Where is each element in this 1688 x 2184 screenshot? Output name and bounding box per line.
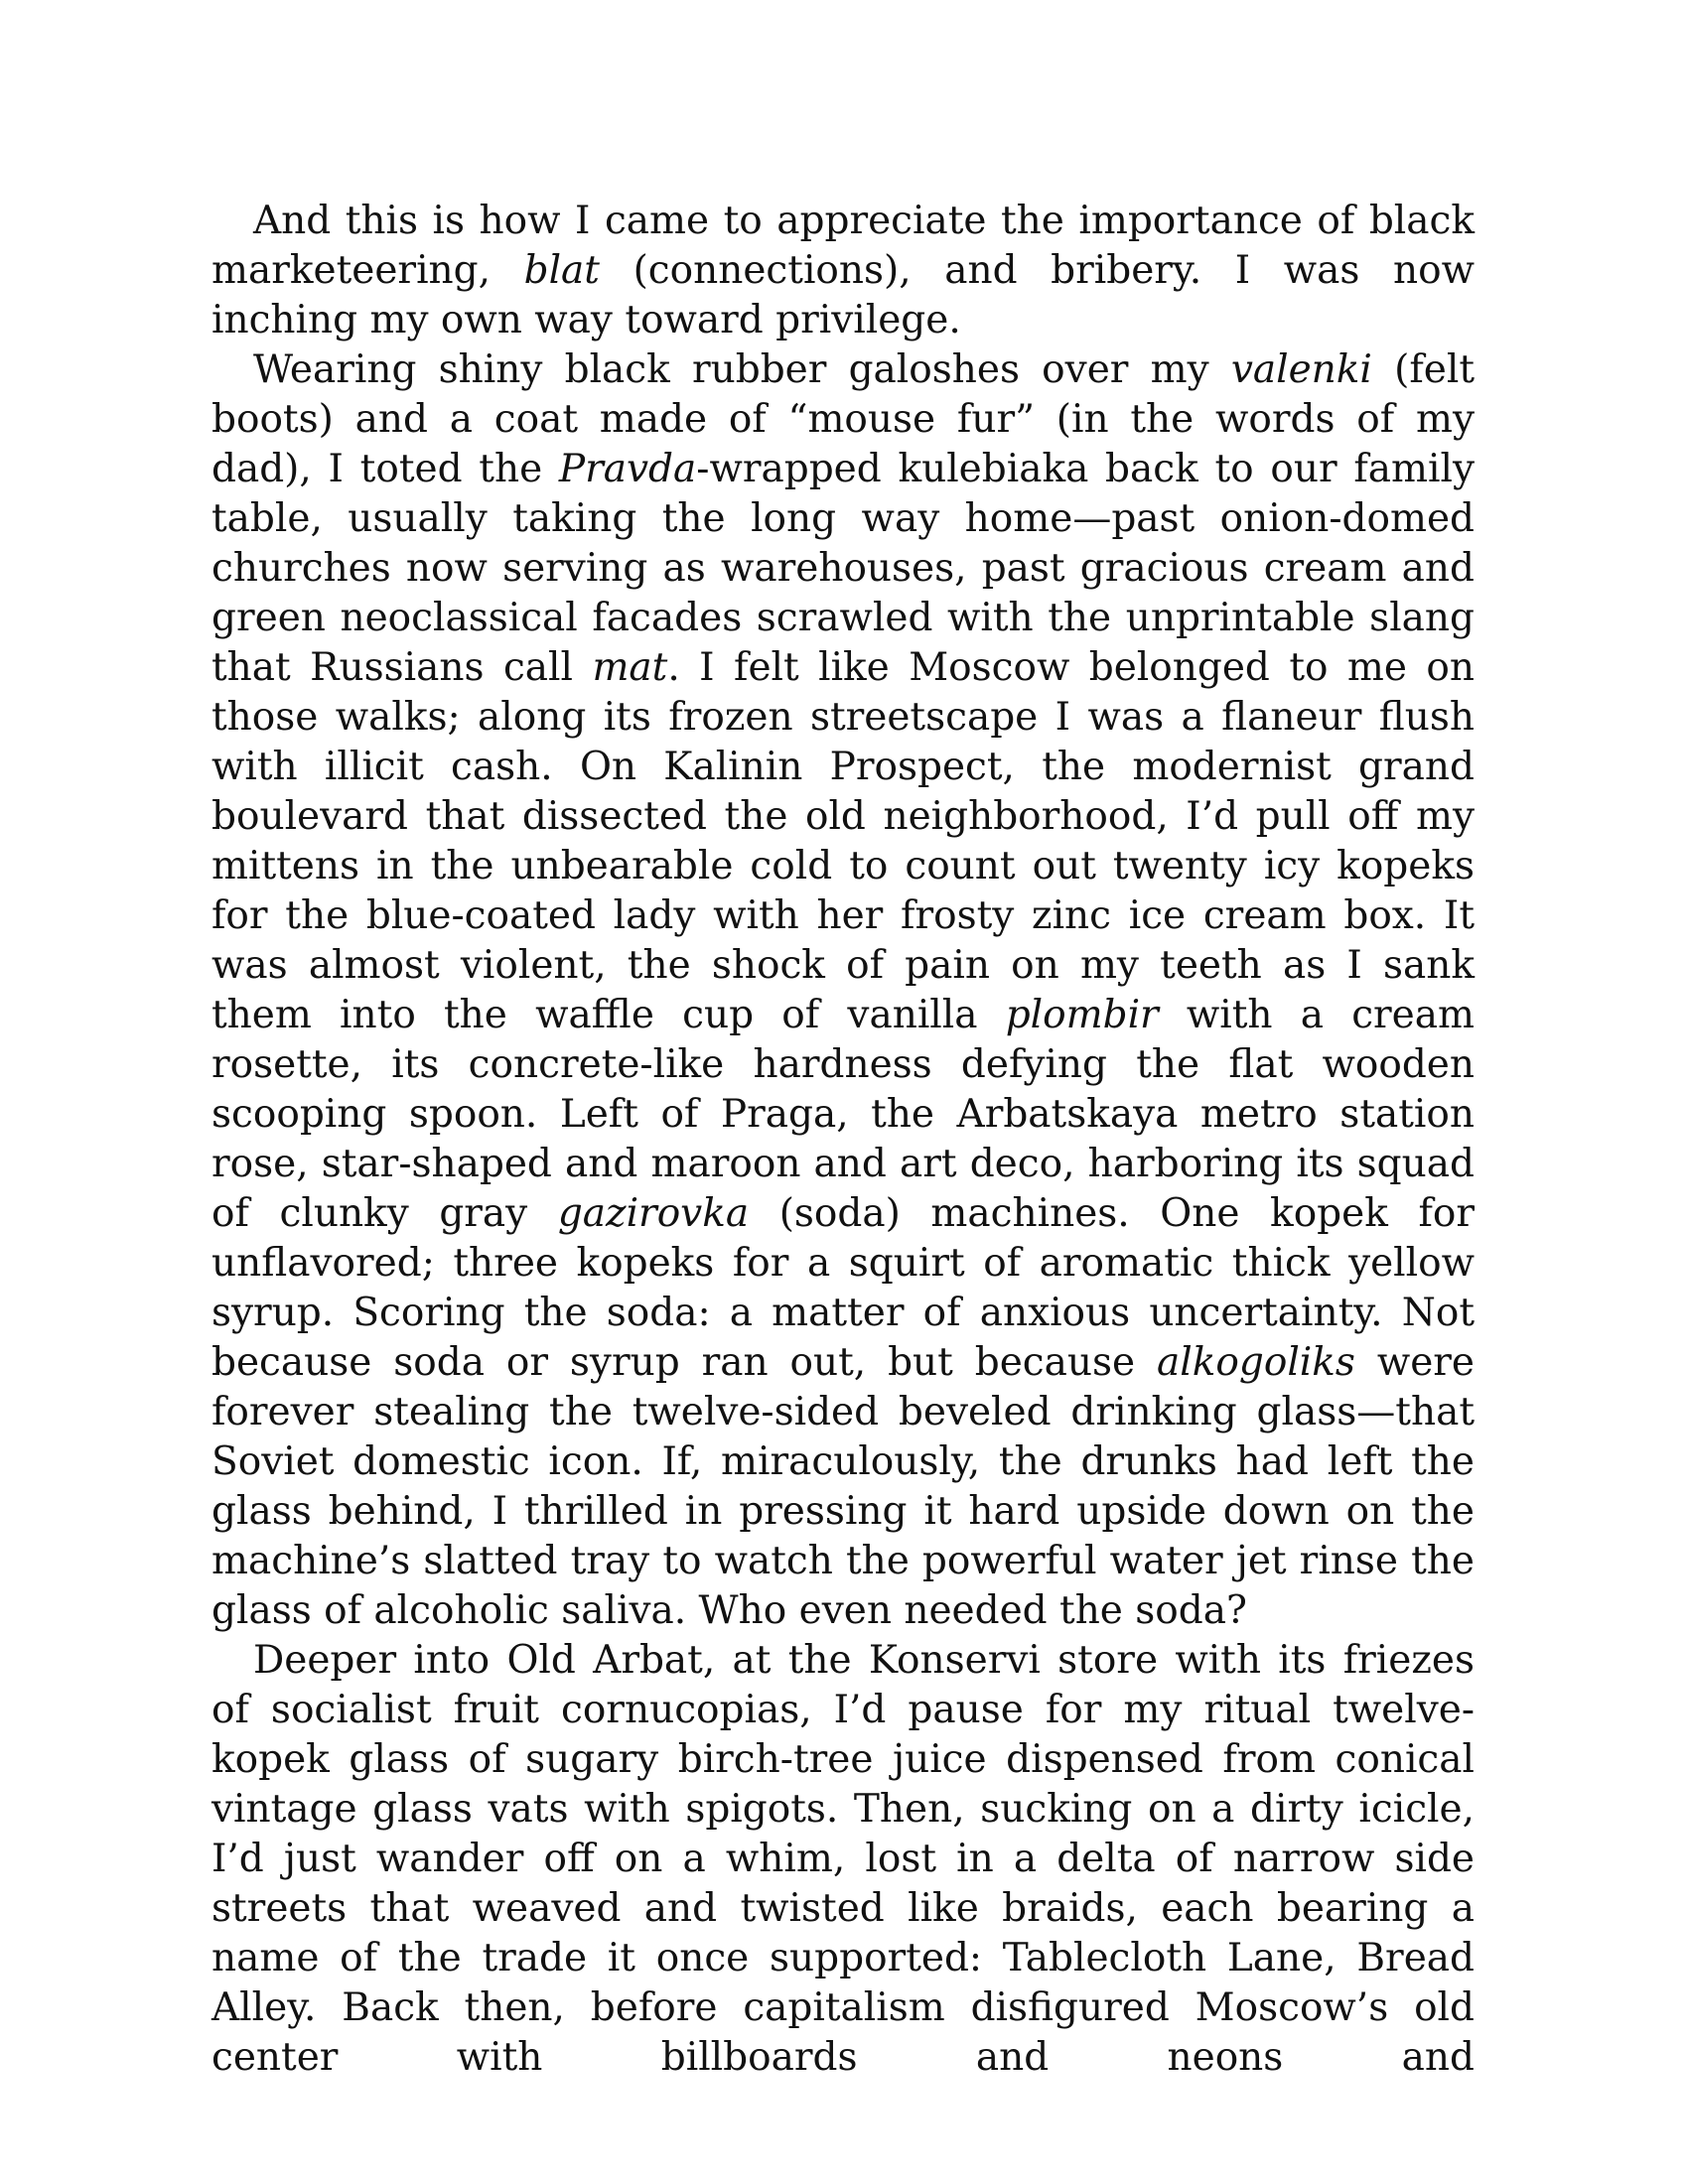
paragraph-2-italic-pravda: Pravda [558,447,697,491]
paragraph-2-italic-gazirovka: gazirovka [557,1191,750,1236]
paragraph-2-text-3: -wrapped kulebiaka back to our family table, usually taking the long way home—past onion-domed churches now serving as warehouses, past gracious cream and green neoclassical facades scrawled with the unprintable slang that Russians call [211,447,1475,690]
paragraph-2-text-2: (felt boots) and a coat made of “mouse fur” (in the words of my dad), I toted the [211,347,1475,491]
paragraph-1-text-1: And this is how I came to appreciate the importance of black marketeering, [211,199,1475,293]
paragraph-2-italic-alkogoliks: alkogoliks [1157,1340,1355,1385]
paragraph-2-italic-valenki: valenki [1230,347,1372,392]
paragraph-1-text-2: (connections), and bribery. I was now inching my own way toward privilege. [211,248,1475,342]
paragraph-2-text-4: . I felt like Moscow belonged to me on those walks; along its frozen streetscape I was a flaneur flush with illicit cash. On Kalinin Prospect, the modernist grand boulevard that dissected the old neighborhood, I’d pull off my mittens in the unbearable cold to count out twenty icy kopeks for the blue-coated lady with her frosty zinc ice cream box. It was almost violent, the shock of pain on my teeth as I sank them into the waffle cup of vanilla [211,645,1476,1037]
paragraph-2-italic-mat: mat [592,645,668,690]
paragraph-2 [211,345,1475,1636]
paragraph-1-italic-blat: blat [523,248,600,293]
paragraph-2-text-1: Wearing shiny black rubber galoshes over my [253,347,1231,392]
paragraph-3 [211,1636,1475,2083]
paragraph-3-text-1: Deeper into Old Arbat, at the Konservi store with its friezes of socialist fruit cornucopias, I’d pause for my ritual twelve-kopek glass of sugary birch-tree juice dispensed from conical vintage glass vats with spigots. Then, sucking on a dirty icicle, I’d just wander off on a whim, lost in a delta of narrow side streets that weaved and twisted like braids, each bearing a name of the trade it once supported: Tablecloth Lane, Bread Alley. Back then, before capitalism disfigured Moscow’s old center with billboards and neons and [211,1638,1475,2080]
paragraph-2-text-7: were forever stealing the twelve-sided beveled drinking glass—that Soviet domestic icon. If, miraculously, the drunks had left the glass behind, I thrilled in pressing it hard upside down on the machine’s slatted tray to watch the powerful water jet rinse the glass of alcoholic saliva. Who even needed the soda? [211,1340,1476,1633]
book-page-text [211,197,1475,2083]
paragraph-1 [211,197,1475,345]
paragraph-2-text-5: with a cream rosette, its concrete-like hardness defying the flat wooden scooping spoon. Left of Praga, the Arbatskaya metro station rose, star-shaped and maroon and art deco, harboring its squad of clunky gray [211,993,1475,1236]
paragraph-2-text-6: (soda) machines. One kopek for unflavored; three kopeks for a squirt of aromatic thick yellow syrup. Scoring the soda: a matter of anxious uncertainty. Not because soda or syrup ran out, but because [211,1191,1475,1385]
paragraph-2-italic-plombir: plombir [1005,993,1159,1037]
